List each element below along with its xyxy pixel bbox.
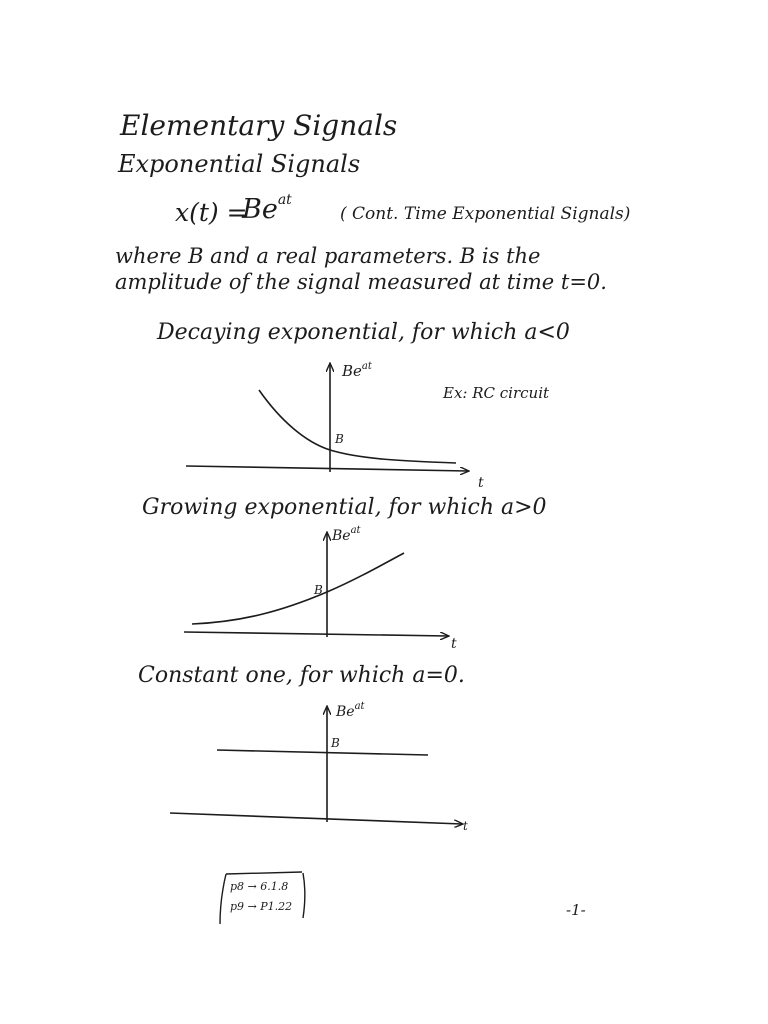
decaying-y-label: $Be^{at}$ (342, 361, 372, 380)
decaying-curve (259, 390, 456, 463)
decaying-heading: Decaying exponential, for which a<0 (157, 320, 570, 345)
section-subtitle: Exponential Signals (118, 150, 361, 178)
decaying-plot (186, 361, 484, 491)
page-title: Elementary Signals (120, 109, 398, 142)
page-number: -1- (566, 901, 586, 919)
constant-x-label: t (463, 819, 468, 833)
constant-line (217, 750, 428, 755)
formula-base: Be (242, 194, 278, 225)
reference-box (218, 872, 306, 924)
formula-exponent: at (277, 192, 292, 208)
example-note: Ex: RC circuit (443, 384, 550, 402)
growing-heading: Growing exponential, for which a>0 (142, 495, 547, 520)
growing-curve (192, 553, 404, 624)
constant-plot (170, 701, 468, 833)
paragraph-line-2: amplitude of the signal measured at time t=0. (115, 270, 607, 294)
constant-point-label: B (331, 736, 340, 750)
growing-x-label: t (451, 636, 457, 652)
growing-plot (184, 525, 457, 652)
reference-line-1: p8 → 6.1.8 (230, 880, 289, 893)
formula-note: ( Cont. Time Exponential Signals) (340, 204, 631, 224)
decaying-point-label: B (335, 432, 344, 446)
decaying-x-label: t (478, 475, 484, 491)
reference-line-2: p9 → P1.22 (230, 900, 293, 913)
formula-lhs: x(t) = (175, 198, 248, 227)
constant-x-axis (170, 813, 462, 824)
constant-heading: Constant one, for which a=0. (138, 663, 465, 688)
growing-y-label: $Be^{at}$ (332, 525, 361, 544)
paragraph-line-1: where B and a real parameters. B is the (115, 244, 541, 268)
decaying-x-axis (186, 466, 468, 471)
constant-y-label: $Be^{at}$ (336, 701, 365, 720)
growing-point-label: B (314, 583, 323, 597)
growing-x-axis (184, 632, 448, 636)
